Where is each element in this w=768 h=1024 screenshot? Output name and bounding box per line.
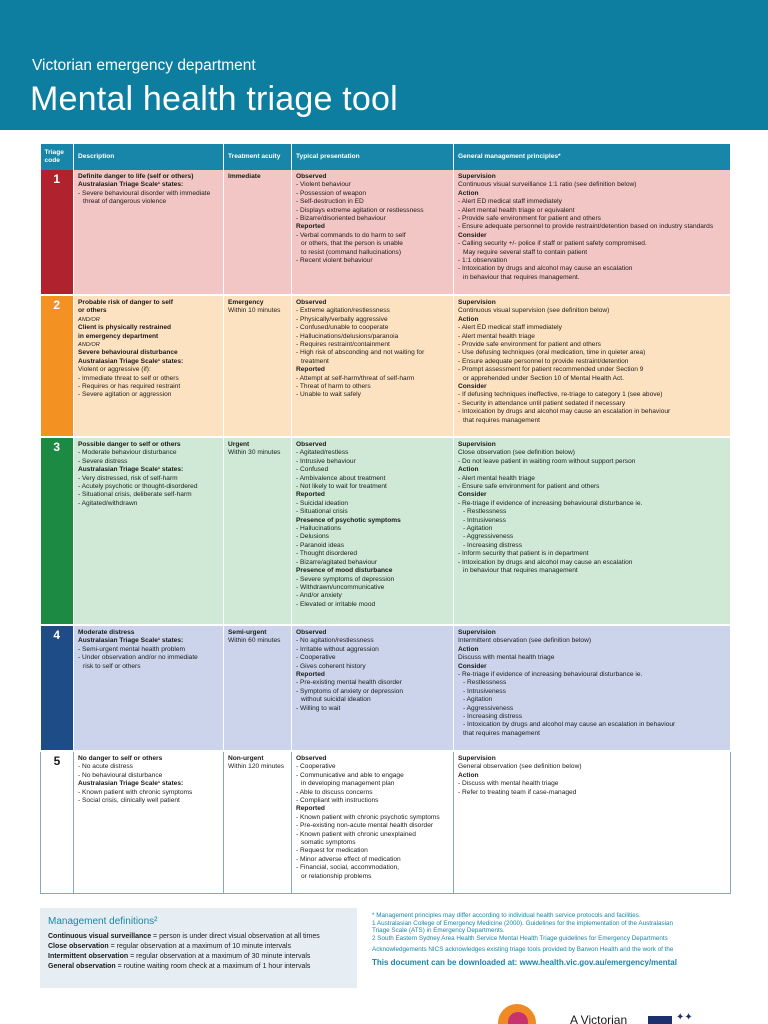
cell-line: - No behavioural disturbance bbox=[78, 771, 163, 779]
footnote: Triage Scale (ATS) in Emergency Departments. bbox=[372, 927, 505, 935]
download-link[interactable]: This document can be downloaded at: www.health.vic.gov.au/emergency/mental bbox=[372, 957, 677, 967]
cell-line: Discuss with mental health triage bbox=[458, 654, 555, 662]
cell-line: - Communicative and able to engage bbox=[296, 771, 404, 779]
cell-line: - 1:1 observation bbox=[458, 257, 508, 265]
cell-line: - Irritable without aggression bbox=[296, 645, 379, 653]
header-management-principles: General management principles* bbox=[454, 144, 731, 170]
cell-line: - Physically/verbally aggressive bbox=[296, 315, 388, 323]
cell-line: - Attempt at self-harm/threat of self-harm bbox=[296, 374, 415, 382]
cell-line: General observation (see definition below) bbox=[458, 763, 582, 771]
cell-line: - Intoxication by drugs and alcohol may cause an escalation bbox=[458, 558, 633, 566]
cell-line: - Financial, social, accommodation, bbox=[296, 864, 399, 872]
cell-line: - Agitation bbox=[463, 525, 493, 533]
definition-row: Close observation = regular observation at a maximum of 10 minute intervals bbox=[48, 943, 291, 950]
description-cell bbox=[74, 625, 224, 751]
cell-line: - Able to discuss concerns bbox=[296, 788, 373, 796]
typical-presentation-cell bbox=[292, 437, 454, 625]
section-heading: Australasian Triage Scale¹ states: bbox=[78, 637, 184, 645]
cell-line: - Under observation and/or no immediate bbox=[78, 654, 198, 662]
page-subtitle: Victorian emergency department bbox=[32, 57, 256, 74]
cell-line: - Alert mental health triage or equivalent bbox=[458, 206, 575, 214]
definition-row: Intermittent observation = regular observation at a maximum of 30 minute intervals bbox=[48, 953, 311, 960]
treatment-acuity-cell bbox=[224, 625, 292, 751]
section-heading: Supervision bbox=[458, 629, 496, 636]
section-heading: Moderate distress bbox=[78, 629, 135, 636]
cell-line: - Gives coherent history bbox=[296, 662, 366, 670]
triage-code-cell: 1 bbox=[41, 170, 74, 295]
cell-line: - Willing to wait bbox=[296, 704, 341, 712]
triage-row bbox=[41, 295, 731, 437]
description-cell bbox=[74, 751, 224, 893]
cell-line: - Thought disordered bbox=[296, 550, 358, 558]
cell-line: AND/OR bbox=[78, 342, 100, 349]
triage-row bbox=[41, 170, 731, 295]
cell-line: - Increasing distress bbox=[463, 541, 522, 549]
acknowledgement: Acknowledgements NICS acknowledges existing triage tools provided by Barwon Health and the work of the bbox=[372, 946, 674, 954]
cell-line: - Threat of harm to others bbox=[296, 383, 371, 391]
cell-line: - Confused/unable to cooperate bbox=[296, 324, 389, 332]
typical-presentation-cell bbox=[292, 751, 454, 893]
section-heading: Observed bbox=[296, 299, 327, 306]
cell-line: - Do not leave patient in waiting room without support person bbox=[458, 457, 636, 465]
cell-line: - Displays extreme agitation or restlessness bbox=[296, 206, 424, 214]
section-heading: Consider bbox=[458, 231, 487, 239]
cell-line: threat of dangerous violence bbox=[83, 198, 167, 206]
footnote: 1 Australasian College of Emergency Medicine (2000). Guidelines for the implementation of the Australasian bbox=[372, 919, 674, 927]
description-cell bbox=[74, 170, 224, 295]
cell-line: somatic symptoms bbox=[301, 839, 356, 847]
cell-line: - Increasing distress bbox=[463, 713, 522, 721]
section-heading: Australasian Triage Scale¹ states: bbox=[78, 466, 184, 474]
cell-line: - Ambivalence about treatment bbox=[296, 474, 386, 482]
acuity-label: Emergency bbox=[228, 299, 264, 306]
section-heading: Consider bbox=[458, 383, 487, 391]
cell-line: - Extreme agitation/restlessness bbox=[296, 307, 390, 315]
cell-line: - Agitated/withdrawn bbox=[78, 499, 138, 507]
section-heading: Probable risk of danger to self bbox=[78, 299, 173, 306]
victorian-government-label: A Victorian bbox=[570, 1013, 628, 1024]
cell-line: - If defusing techniques ineffective, re-triage to category 1 (see above) bbox=[458, 391, 663, 399]
acuity-time: Within 10 minutes bbox=[228, 307, 281, 315]
section-heading: Consider bbox=[458, 491, 487, 499]
triage-row bbox=[41, 625, 731, 751]
cell-line: - Bizarre/agitated behaviour bbox=[296, 558, 378, 566]
cell-line: - Request for medication bbox=[296, 847, 368, 855]
section-heading: Observed bbox=[296, 629, 327, 636]
cell-line: - Bizarre/disoriented behaviour bbox=[296, 215, 386, 223]
section-heading: Action bbox=[458, 771, 479, 779]
cell-line: - Pre-existing non-acute mental health disorder bbox=[296, 822, 434, 830]
definition-row: Continuous visual surveillance = person is under direct visual observation at all times bbox=[48, 933, 320, 940]
treatment-acuity-cell bbox=[224, 751, 292, 893]
cell-line: Violent or aggressive (if): bbox=[78, 366, 151, 374]
cell-line: - Intoxication by drugs and alcohol may cause an escalation in behaviour bbox=[463, 721, 676, 729]
cell-line: that requires management bbox=[463, 729, 540, 737]
cell-line: - Hallucinations/delusions/paranoia bbox=[296, 332, 399, 340]
description-cell bbox=[74, 295, 224, 437]
management-principles-cell bbox=[454, 295, 731, 437]
triage-row bbox=[41, 437, 731, 625]
section-heading: No danger to self or others bbox=[78, 755, 163, 762]
cell-line: - Symptoms of anxiety or depression bbox=[296, 687, 404, 695]
cell-line: - Elevated or irritable mood bbox=[296, 600, 376, 608]
cell-line: - Social crisis, clinically well patient bbox=[78, 797, 180, 805]
section-heading: Supervision bbox=[458, 441, 496, 448]
treatment-acuity-cell bbox=[224, 437, 292, 625]
section-heading: in emergency department bbox=[78, 332, 159, 340]
page-header bbox=[0, 0, 768, 130]
cell-line: - Withdrawn/uncommunicative bbox=[296, 583, 385, 591]
section-heading: Australasian Triage Scale¹ states: bbox=[78, 780, 184, 788]
cell-line: Continuous visual supervision (see definition below) bbox=[458, 307, 610, 315]
cell-line: Continuous visual surveillance 1:1 ratio (see definition below) bbox=[458, 181, 637, 189]
cell-line: - Self-destruction in ED bbox=[296, 198, 364, 206]
cell-line: - Severe symptoms of depression bbox=[296, 575, 395, 583]
cell-line: - Calling security +/- police if staff or patient safety compromised. bbox=[458, 240, 647, 248]
typical-presentation-cell bbox=[292, 170, 454, 295]
section-heading: Observed bbox=[296, 755, 327, 762]
cell-line: - Ensure adequate personnel to provide restraint/detention based on industry standards bbox=[458, 223, 714, 231]
treatment-acuity-cell bbox=[224, 295, 292, 437]
cell-line: - Aggressiveness bbox=[463, 533, 514, 541]
acuity-time: Within 60 minutes bbox=[228, 637, 281, 645]
acuity-label: Urgent bbox=[228, 441, 250, 448]
cell-line: treatment bbox=[301, 357, 329, 365]
cell-line: - Intoxication by drugs and alcohol may cause an escalation in behaviour bbox=[458, 408, 671, 416]
typical-presentation-cell bbox=[292, 625, 454, 751]
cell-line: - Immediate threat to self or others bbox=[78, 374, 179, 382]
cell-line: - High risk of absconding and not waiting for bbox=[296, 349, 425, 357]
cell-line: - Violent behaviour bbox=[296, 181, 351, 189]
management-principles-cell bbox=[454, 625, 731, 751]
cell-line: - Re-triage if evidence of increasing behavioural disturbance ie. bbox=[458, 499, 643, 507]
victoria-logo-icon bbox=[648, 1016, 672, 1024]
cell-line: in behaviour that requires management. bbox=[463, 273, 580, 281]
footnotes bbox=[372, 912, 732, 967]
section-heading: Consider bbox=[458, 662, 487, 670]
cell-line: - Delusions bbox=[296, 533, 329, 541]
footnote: * Management principles may differ according to individual health service protocols and facilities. bbox=[372, 912, 641, 919]
acuity-label: Immediate bbox=[228, 173, 261, 180]
cell-line: - Severe distress bbox=[78, 457, 128, 465]
cell-line: - Refer to treating team if case-managed bbox=[458, 788, 577, 796]
header-triage-code: Triage code bbox=[41, 144, 74, 170]
header-treatment-acuity: Treatment acuity bbox=[224, 144, 292, 170]
cell-line: - Requires restraint/containment bbox=[296, 341, 390, 349]
cell-line: in behaviour that requires management bbox=[463, 567, 578, 575]
cell-line: - Restlessness bbox=[463, 679, 507, 687]
cell-line: - Agitation bbox=[463, 696, 493, 704]
cell-line: - No agitation/restlessness bbox=[296, 637, 374, 645]
section-heading: Supervision bbox=[458, 755, 496, 762]
cell-line: Intermittent observation (see definition below) bbox=[458, 637, 592, 645]
cell-line: - Cooperative bbox=[296, 654, 336, 662]
section-heading: Definite danger to life (self or others) bbox=[78, 173, 194, 180]
cell-line: - Security in attendance until patient sedated if necessary bbox=[458, 399, 626, 407]
definition-row: General observation = routine waiting room check at a maximum of 1 hour intervals bbox=[48, 963, 311, 970]
cell-line: - Requires or has required restraint bbox=[78, 383, 181, 391]
management-definitions bbox=[40, 908, 357, 988]
cell-line: - Intrusive behaviour bbox=[296, 457, 356, 465]
cell-line: Close observation (see definition below) bbox=[458, 449, 575, 457]
cell-line: - Pre-existing mental health disorder bbox=[296, 679, 402, 687]
cell-line: - Not likely to wait for treatment bbox=[296, 483, 387, 491]
cell-line: - Hallucinations bbox=[296, 525, 342, 533]
cell-line: in developing management plan bbox=[301, 780, 395, 788]
header-description: Description bbox=[74, 144, 224, 170]
table-header-row bbox=[41, 144, 731, 170]
cell-line: - Alert mental health triage bbox=[458, 332, 535, 340]
section-heading: Reported bbox=[296, 671, 325, 679]
section-heading: Presence of mood disturbance bbox=[296, 567, 393, 575]
acuity-label: Semi-urgent bbox=[228, 629, 267, 636]
cell-line: - Alert mental health triage bbox=[458, 474, 535, 482]
section-heading: Action bbox=[458, 189, 479, 197]
management-principles-cell bbox=[454, 437, 731, 625]
section-heading: Severe behavioural disturbance bbox=[78, 349, 178, 357]
cell-line: - Alert ED medical staff immediately bbox=[458, 324, 562, 332]
section-heading: Reported bbox=[296, 805, 325, 813]
cell-line: - Confused bbox=[296, 466, 329, 474]
section-heading: Reported bbox=[296, 491, 325, 499]
cell-line: - Use defusing techniques (oral medication, time in quieter area) bbox=[458, 349, 646, 357]
cell-line: - Aggressiveness bbox=[463, 704, 514, 712]
section-heading: Action bbox=[458, 315, 479, 323]
cell-line: to resist (command hallucinations) bbox=[301, 248, 402, 256]
cell-line: - Discuss with mental health triage bbox=[458, 780, 559, 788]
cell-line: - Intoxication by drugs and alcohol may cause an escalation bbox=[458, 265, 633, 273]
cell-line: AND/OR bbox=[78, 316, 100, 323]
cell-line: - Moderate behaviour disturbance bbox=[78, 449, 177, 457]
section-heading: Observed bbox=[296, 173, 327, 180]
triage-row bbox=[41, 751, 731, 893]
cell-line: - Provide safe environment for patient and others bbox=[458, 341, 601, 349]
cell-line: - Compliant with instructions bbox=[296, 797, 379, 805]
cell-line: that requires management bbox=[463, 416, 540, 424]
cell-line: - Prompt assessment for patient recommended under Section 9 bbox=[458, 366, 644, 374]
triage-table bbox=[40, 144, 731, 894]
cell-line: - Minor adverse effect of medication bbox=[296, 855, 401, 863]
section-heading: Presence of psychotic symptoms bbox=[296, 516, 401, 524]
page-title: Mental health triage tool bbox=[30, 80, 398, 118]
acuity-time: Within 120 minutes bbox=[228, 763, 285, 771]
management-principles-cell bbox=[454, 170, 731, 295]
cell-line: - Unable to wait safely bbox=[296, 391, 361, 399]
cell-line: - Paranoid ideas bbox=[296, 541, 345, 549]
section-heading: Action bbox=[458, 645, 479, 653]
cell-line: - Severe agitation or aggression bbox=[78, 391, 172, 399]
section-heading: Action bbox=[458, 466, 479, 474]
cell-line: - Situational crisis bbox=[296, 508, 348, 516]
cell-line: - Provide safe environment for patient and others bbox=[458, 215, 601, 223]
section-heading: Australasian Triage Scale¹ states: bbox=[78, 357, 184, 365]
cell-line: - Ensure safe environment for patient and others bbox=[458, 483, 600, 491]
section-heading: Supervision bbox=[458, 173, 496, 180]
cell-line: - Alert ED medical staff immediately bbox=[458, 198, 562, 206]
management-definitions-title: Management definitions² bbox=[48, 916, 158, 927]
cell-line: May require several staff to contain patient bbox=[463, 248, 588, 256]
cell-line: without suicidal ideation bbox=[301, 696, 371, 704]
section-heading: Supervision bbox=[458, 299, 496, 306]
triage-code-cell: 5 bbox=[41, 751, 74, 893]
cell-line: or relationship problems bbox=[301, 872, 372, 880]
cell-line: - Verbal commands to do harm to self bbox=[296, 231, 406, 239]
triage-code-cell: 3 bbox=[41, 437, 74, 625]
cell-line: - And/or anxiety bbox=[296, 592, 342, 600]
management-principles-cell bbox=[454, 751, 731, 893]
section-heading: or others bbox=[78, 307, 107, 315]
cell-line: - Cooperative bbox=[296, 763, 336, 771]
cell-line: - Severe behavioural disorder with immediate bbox=[78, 189, 211, 197]
section-heading: Client is physically restrained bbox=[78, 324, 172, 332]
section-heading: Reported bbox=[296, 223, 325, 231]
acuity-time: Within 30 minutes bbox=[228, 449, 281, 457]
cell-line: - Known patient with chronic unexplained bbox=[296, 830, 416, 838]
header-typical-presentation: Typical presentation bbox=[292, 144, 454, 170]
cell-line: - Intrusiveness bbox=[463, 516, 506, 524]
cell-line: - Known patient with chronic psychotic symptoms bbox=[296, 813, 440, 821]
typical-presentation-cell bbox=[292, 295, 454, 437]
cell-line: - Suicidal ideation bbox=[296, 499, 349, 507]
cell-line: - Intrusiveness bbox=[463, 687, 506, 695]
section-heading: Australasian Triage Scale¹ states: bbox=[78, 181, 184, 189]
cell-line: - Recent violent behaviour bbox=[296, 257, 373, 265]
cell-line: - Acutely psychotic or thought-disordered bbox=[78, 483, 198, 491]
cell-line: or others, that the person is unable bbox=[301, 240, 403, 248]
triage-code-cell: 2 bbox=[41, 295, 74, 437]
section-heading: Observed bbox=[296, 441, 327, 448]
cell-line: - Ensure adequate personnel to provide restraint/detention bbox=[458, 357, 629, 365]
cell-line: risk to self or others bbox=[83, 662, 141, 670]
section-heading: Possible danger to self or others bbox=[78, 441, 181, 448]
cell-line: - No acute distress bbox=[78, 763, 133, 771]
cell-line: - Restlessness bbox=[463, 508, 507, 516]
cell-line: - Re-triage if evidence of increasing behavioural disturbance ie. bbox=[458, 671, 643, 679]
description-cell bbox=[74, 437, 224, 625]
footnote: 2 South Eastern Sydney Area Health Service Mental Health Triage guidelines for Emergency Departments bbox=[372, 934, 668, 942]
southern-cross-icon: ✦✦ bbox=[676, 1012, 693, 1023]
cell-line: - Semi-urgent mental health problem bbox=[78, 645, 186, 653]
triage-code-cell: 4 bbox=[41, 625, 74, 751]
cell-line: - Inform security that patient is in department bbox=[458, 550, 589, 558]
acuity-label: Non-urgent bbox=[228, 755, 264, 762]
treatment-acuity-cell bbox=[224, 170, 292, 295]
cell-line: - Possession of weapon bbox=[296, 189, 367, 197]
cell-line: - Known patient with chronic symptoms bbox=[78, 788, 193, 796]
cell-line: - Very distressed, risk of self-harm bbox=[78, 474, 178, 482]
cell-line: or apprehended under Section 10 of Mental Health Act. bbox=[463, 374, 624, 382]
cell-line: - Agitated/restless bbox=[296, 449, 349, 457]
section-heading: Reported bbox=[296, 366, 325, 374]
cell-line: - Situational crisis, deliberate self-harm bbox=[78, 491, 192, 499]
